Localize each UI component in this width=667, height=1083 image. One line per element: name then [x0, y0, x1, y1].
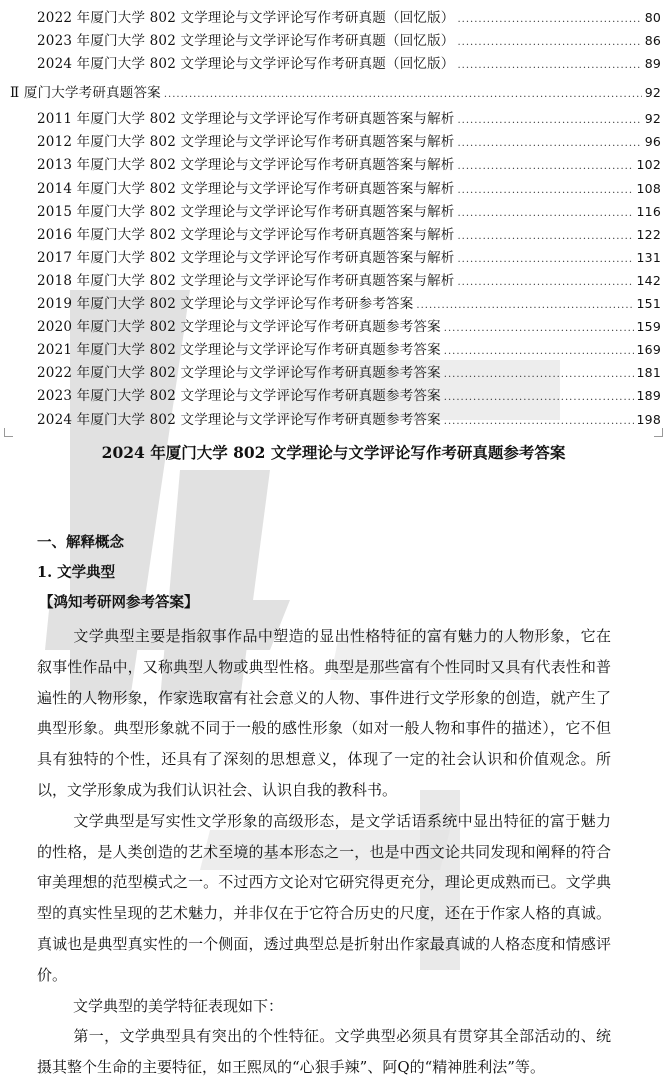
toc-dot-leader — [444, 340, 634, 363]
toc-dot-leader — [458, 109, 642, 132]
toc-entry[interactable] — [0, 107, 667, 130]
toc-entry-label: 2012 年厦门大学 802 文学理论与文学评论写作考研真题答案与解析 — [37, 134, 455, 151]
toc-entry-label: 2018 年厦门大学 802 文学理论与文学评论写作考研真题答案与解析 — [37, 272, 455, 289]
toc-page-number: 92 — [644, 85, 661, 101]
document-body — [37, 531, 611, 1083]
toc-entry-label: 2022 年厦门大学 802 文学理论与文学评论写作考研真题参考答案 — [37, 365, 441, 382]
toc-entry[interactable] — [0, 52, 667, 75]
toc-page-number: 80 — [644, 10, 661, 25]
toc-page-number: 181 — [636, 365, 661, 381]
toc-entry[interactable] — [0, 269, 667, 292]
toc-entry-label: 2019 年厦门大学 802 文学理论与文学评论写作考研参考答案 — [37, 296, 414, 313]
toc-entry[interactable] — [0, 130, 667, 153]
page-corner-mark — [4, 428, 13, 437]
document-title: 2024 年厦门大学 802 文学理论与文学评论写作考研真题参考答案 — [101, 443, 566, 462]
toc-page-number: 189 — [636, 388, 661, 404]
paragraph — [1, 621, 611, 806]
toc-entry-label: 2017 年厦门大学 802 文学理论与文学评论写作考研真题答案与解析 — [37, 249, 455, 266]
toc-entry[interactable] — [0, 29, 667, 52]
toc-entry-label: 2021 年厦门大学 802 文学理论与文学评论写作考研真题参考答案 — [37, 342, 441, 359]
toc-dot-leader — [444, 317, 634, 340]
table-of-contents — [0, 6, 667, 431]
toc-entry[interactable] — [0, 315, 667, 338]
toc-entry[interactable] — [0, 408, 667, 431]
toc-entry[interactable] — [0, 361, 667, 384]
toc-entry-label: 2023 年厦门大学 802 文学理论与文学评论写作考研真题参考答案 — [37, 388, 441, 405]
toc-dot-leader — [458, 8, 642, 31]
toc-entry[interactable] — [0, 6, 667, 29]
toc-entry-label: 2022 年厦门大学 802 文学理论与文学评论写作考研真题（回忆版） — [37, 10, 455, 26]
toc-entry-label: 2020 年厦门大学 802 文学理论与文学评论写作考研真题参考答案 — [37, 319, 441, 336]
toc-page-number: 116 — [636, 203, 661, 219]
toc-dot-leader — [458, 202, 634, 225]
toc-dot-leader — [458, 132, 642, 155]
toc-page-number: 86 — [644, 33, 661, 49]
toc-entry-label: 2023 年厦门大学 802 文学理论与文学评论写作考研真题（回忆版） — [37, 33, 455, 50]
paragraph-text: 文学典型主要是指叙事作品中塑造的显出性格特征的富有魅力的人物形象，它在叙事性作品中，又称典型人物或典型性格。典型是那些富有个性同时又具有代表性和普遍性的人物形象，作家选取富有社会意义的人物、事件进行文学形象的创造，就产生了典型形象。典型形象就不同于一般的感性形象（如对一般人物和事件的描述），它不但具有独特的个性，还具有了深刻的思想意义，体现了一定的社会认识和价值观念。所以，文学形象成为我们认识社会、认识自我的教科书。 — [37, 627, 611, 799]
toc-dot-leader — [444, 410, 634, 433]
toc-page-number: 198 — [636, 411, 661, 427]
toc-dot-leader — [458, 225, 634, 248]
section-heading: 一、解释概念 — [37, 534, 124, 551]
toc-entry[interactable] — [0, 177, 667, 200]
toc-dot-leader — [458, 31, 642, 54]
toc-page-number: 96 — [644, 134, 661, 150]
toc-page-number: 92 — [644, 111, 661, 127]
toc-dot-leader — [164, 83, 642, 106]
toc-page-number: 142 — [636, 272, 661, 288]
toc-entry-label: 2015 年厦门大学 802 文学理论与文学评论写作考研真题答案与解析 — [37, 203, 455, 220]
toc-entry[interactable] — [0, 200, 667, 223]
toc-dot-leader — [416, 294, 633, 317]
item-heading: 1. 文学典型 — [37, 564, 116, 581]
paragraph-text: 第一，文学典型具有突出的个性特征。文学典型必须具有贯穿其全部活动的、统摄其整个生命的主要特征，如王熙凤的“心狠手辣”、阿Q的“精神胜利法”等。 — [37, 1027, 611, 1077]
toc-dot-leader — [458, 271, 634, 294]
toc-dot-leader — [458, 155, 634, 178]
toc-page-number: 159 — [636, 319, 661, 335]
answer-tag: 【鸿知考研网参考答案】 — [39, 594, 199, 611]
toc-page-number: 108 — [636, 180, 661, 196]
toc-entry-label: 2011 年厦门大学 802 文学理论与文学评论写作考研真题答案与解析 — [37, 111, 455, 128]
toc-entry[interactable] — [0, 384, 667, 407]
toc-dot-leader — [458, 248, 634, 271]
toc-section[interactable] — [0, 81, 667, 105]
paragraph — [1, 806, 611, 991]
toc-page-number: 169 — [636, 342, 661, 358]
toc-entry-label: 2014 年厦门大学 802 文学理论与文学评论写作考研真题答案与解析 — [37, 180, 455, 197]
paragraph-text: 文学典型的美学特征表现如下： — [73, 996, 284, 1015]
paragraph — [1, 1021, 611, 1083]
toc-dot-leader — [458, 179, 634, 202]
toc-entry-label: 2024 年厦门大学 802 文学理论与文学评论写作考研真题参考答案 — [37, 411, 441, 428]
toc-dot-leader — [444, 363, 634, 386]
toc-page-number: 102 — [636, 157, 661, 173]
toc-entry[interactable] — [0, 223, 667, 246]
toc-entry-label: 2013 年厦门大学 802 文学理论与文学评论写作考研真题答案与解析 — [37, 157, 455, 174]
toc-page-number: 151 — [636, 296, 661, 312]
toc-dot-leader — [458, 54, 642, 77]
toc-entry[interactable] — [0, 246, 667, 269]
toc-page-number: 89 — [644, 56, 661, 72]
paragraph — [1, 991, 611, 1022]
toc-entry[interactable] — [0, 153, 667, 176]
paragraph-text: 文学典型是写实性文学形象的高级形态，是文学话语系统中显出特征的富于魅力的性格，是人类创造的艺术至境的基本形态之一，也是中西文论共同发现和阐释的符合审美理想的范型模式之一。不过西方文论对它研究得更充分，理论更成熟而已。文学典型的真实性呈现的艺术魅力，并非仅在于它符合历史的尺度，还在于作家人格的真诚。真诚也是典型真实性的一个侧面，透过典型总是折射出作家最真诚的人格态度和情感评价。 — [37, 811, 611, 984]
toc-page-number: 122 — [636, 226, 661, 242]
toc-entry-label: 2024 年厦门大学 802 文学理论与文学评论写作考研真题（回忆版） — [37, 56, 455, 73]
toc-entry-label: 2016 年厦门大学 802 文学理论与文学评论写作考研真题答案与解析 — [37, 226, 455, 243]
toc-page-number: 131 — [636, 249, 661, 265]
page-corner-mark — [654, 428, 663, 437]
toc-entry[interactable] — [0, 338, 667, 361]
toc-section-label: Ⅱ 厦门大学考研真题答案 — [10, 85, 161, 102]
toc-entry[interactable] — [0, 292, 667, 315]
toc-dot-leader — [444, 386, 634, 409]
